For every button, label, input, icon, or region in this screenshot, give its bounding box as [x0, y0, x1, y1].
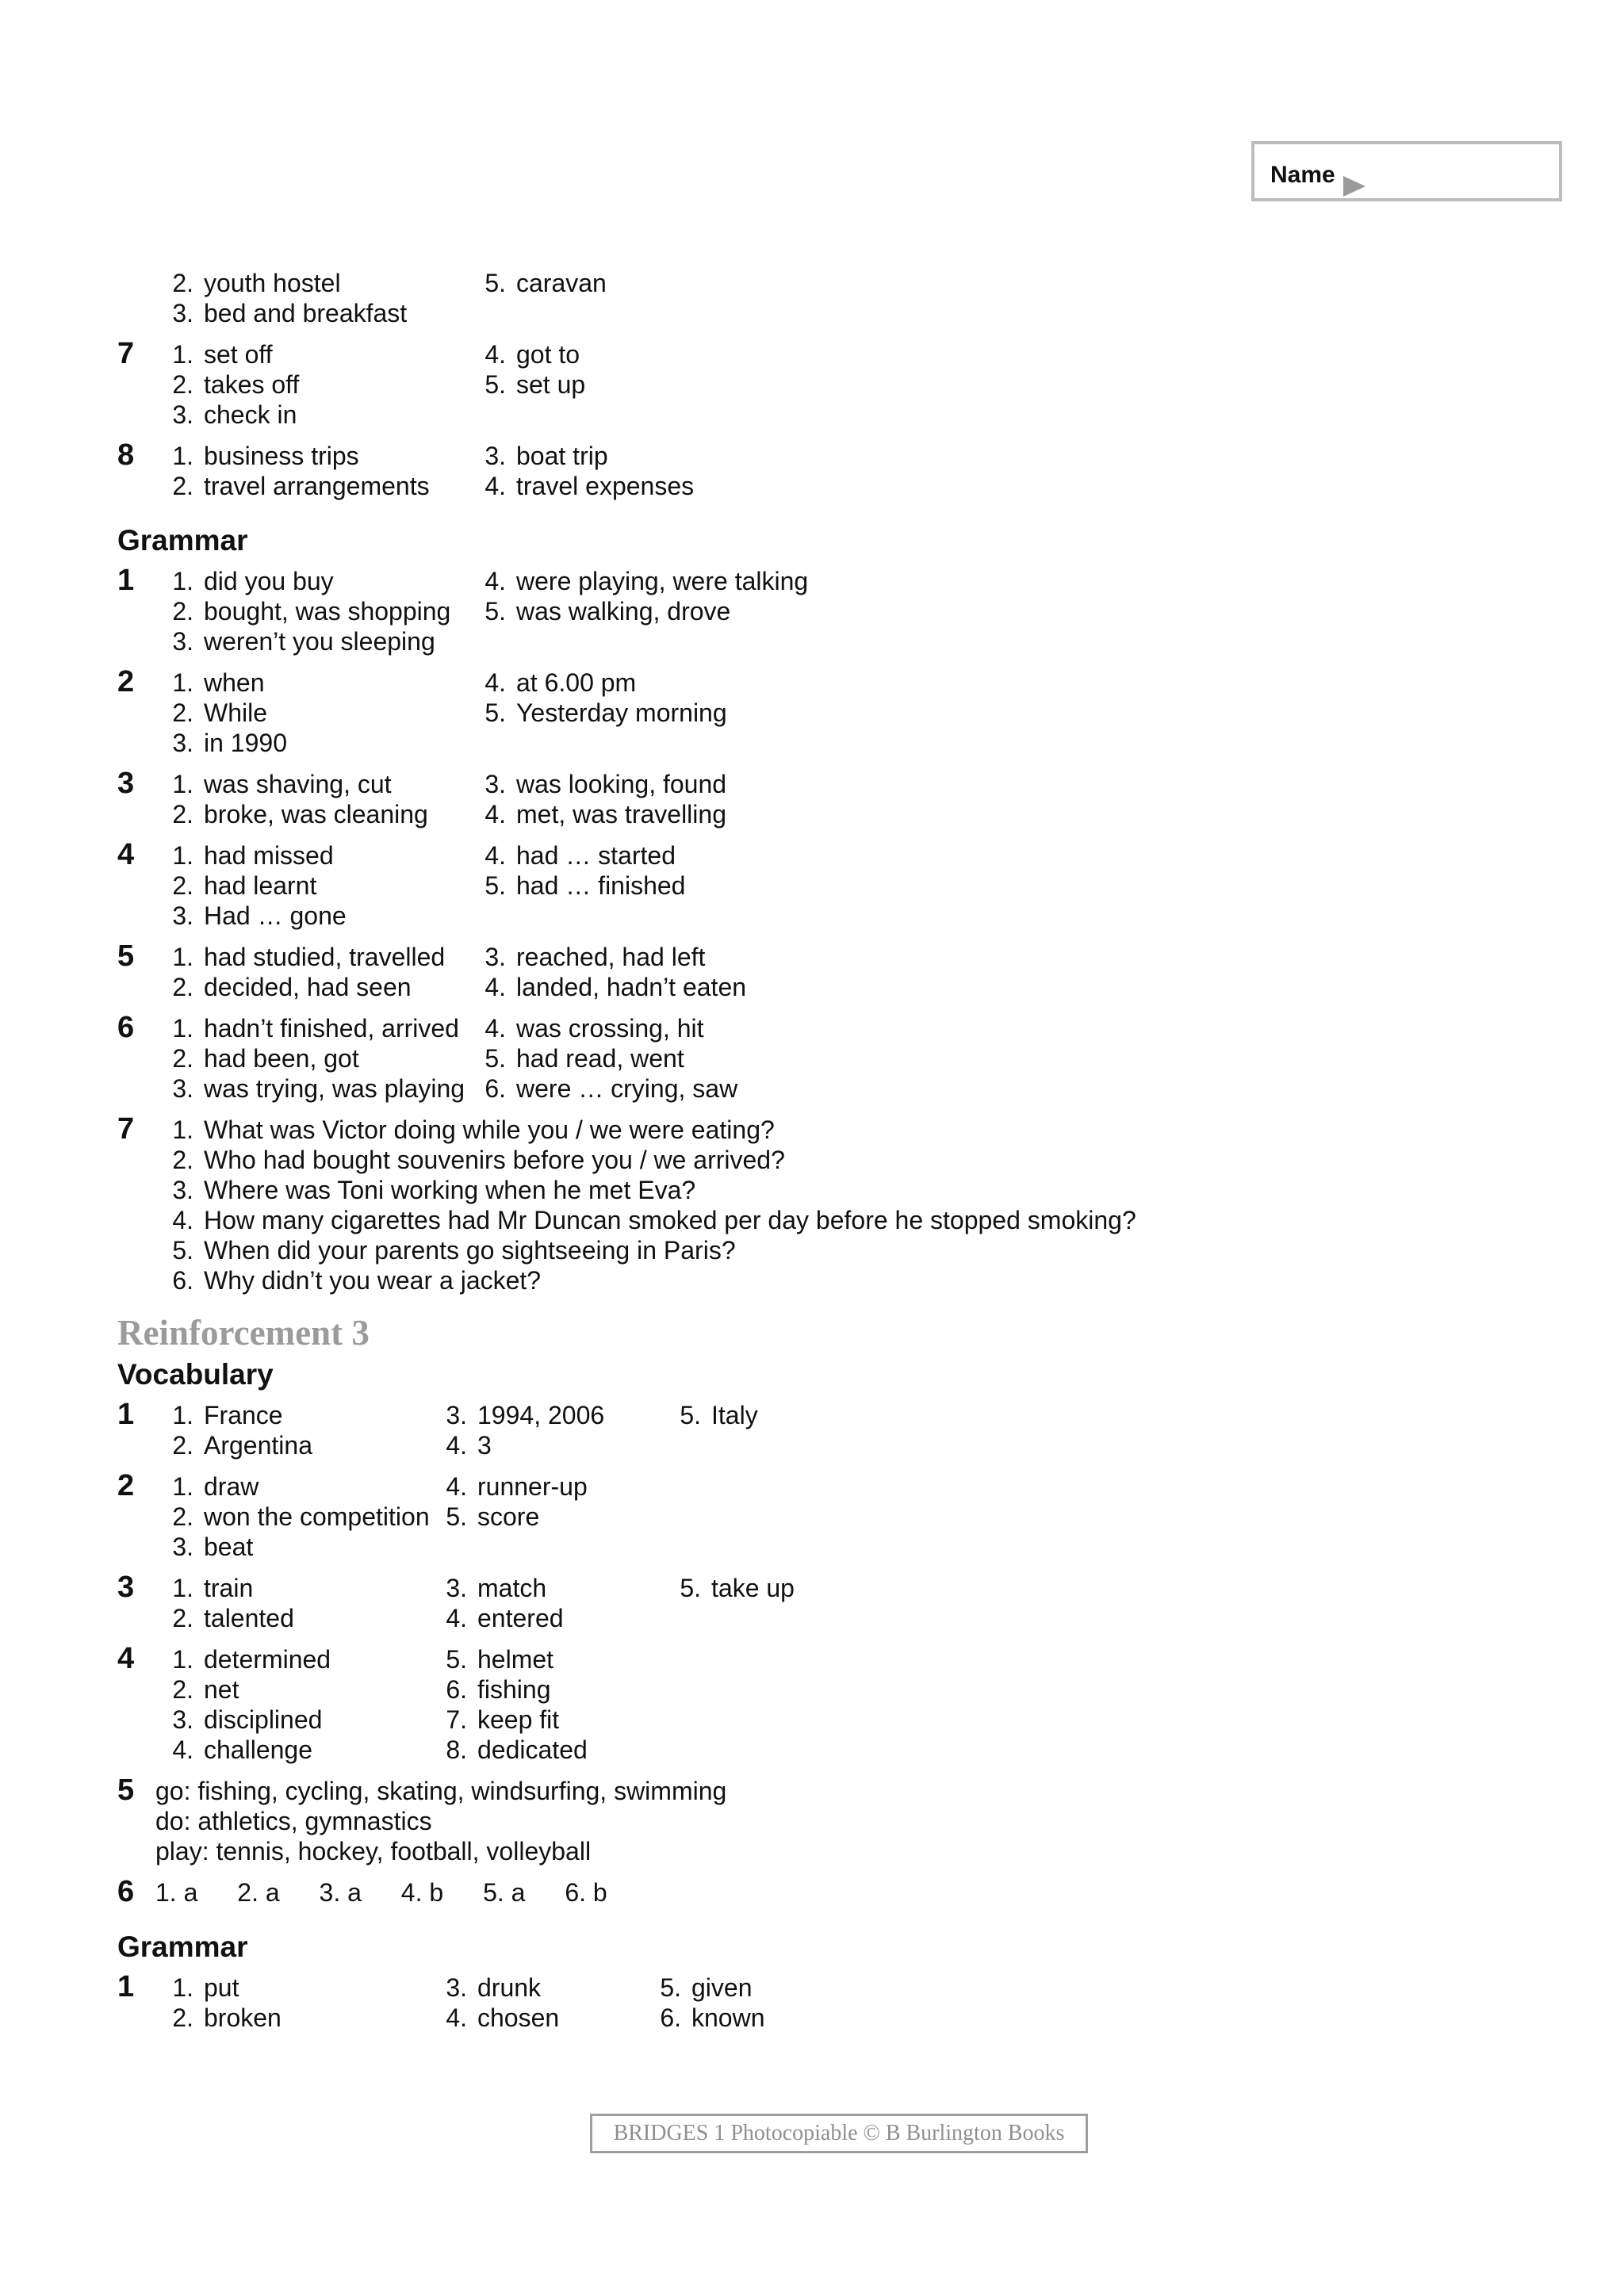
answer-item: 2. travel arrangements: [172, 472, 430, 500]
answer-item: 2. broke, was cleaning: [172, 800, 428, 828]
answer-grid: [155, 1400, 1545, 1460]
answer-item: 2. bought, was shopping: [172, 597, 451, 626]
answer-item: 3. check in: [172, 400, 297, 429]
answer-item: 2. decided, had seen: [172, 973, 412, 1001]
answer-item: 5. had read, went: [485, 1044, 684, 1073]
answer-item: 4. landed, hadn’t eaten: [485, 973, 747, 1001]
answer-item: 1. did you buy: [172, 567, 334, 595]
answer-item: 3. drunk: [446, 1973, 542, 2002]
arrow-right-icon: [1343, 176, 1365, 197]
answer-item: 5. helmet: [446, 1645, 554, 1674]
answer-item: 2. talented: [172, 1604, 294, 1632]
answer-grid: [155, 441, 1545, 501]
vocabulary-exercise-6: [117, 1877, 1545, 1908]
answer-item: 3. match: [446, 1574, 547, 1602]
answer-item: 1. had missed: [172, 841, 334, 870]
answer-grid: [155, 566, 1545, 656]
grammar-exercise-7: [117, 1112, 1545, 1295]
grammar-exercise-1: [117, 566, 1545, 656]
name-label: Name: [1270, 162, 1335, 188]
vocabulary-exercise-5: [117, 1776, 1545, 1866]
answer-item: 5. was walking, drove: [485, 597, 731, 626]
vocabulary-heading: Vocabulary: [117, 1358, 274, 1391]
answer-item: 2. won the competition: [172, 1502, 430, 1531]
answer-grid: [155, 1973, 1545, 2033]
answer-item: 3. bed and breakfast: [172, 299, 408, 327]
grammar-exercise-5: [117, 939, 1545, 1002]
vocabulary-exercise-1: [117, 1400, 1545, 1460]
answer-item: 4. met, was travelling: [485, 800, 726, 828]
exercise-number: 6: [117, 1011, 135, 1044]
answer-item: 2. had learnt: [172, 871, 317, 900]
answer-item: 5. take up: [680, 1574, 795, 1602]
answer-grid: [155, 840, 1545, 931]
vocabulary-exercise-4: [117, 1644, 1545, 1765]
answer-item: 6. b: [565, 1878, 607, 1907]
answer-item: 3. weren’t you sleeping: [172, 627, 435, 656]
answer-item: 1. draw: [172, 1472, 259, 1501]
answer-item: 8. dedicated: [446, 1735, 588, 1764]
answer-item: 2. had been, got: [172, 1044, 359, 1073]
answer-item: 2. While: [172, 698, 268, 727]
exercise-number: 5: [117, 939, 135, 973]
answer-grid: [155, 1471, 1545, 1562]
answer-item: 3. 1994, 2006: [446, 1401, 605, 1429]
vocab-exercise-7: [117, 339, 1545, 430]
answer-item: 3. was trying, was playing: [172, 1074, 465, 1103]
exercise-number: 4: [117, 1642, 135, 1675]
answer-item: 1. What was Victor doing while you / we were eating?: [172, 1115, 775, 1144]
answer-grid: [155, 769, 1545, 829]
exercise-number: 3: [117, 1571, 135, 1604]
name-field-box[interactable]: [1251, 141, 1562, 201]
exercise-number: 3: [117, 767, 135, 800]
answer-grid: [155, 1013, 1545, 1104]
answer-line: play: tennis, hockey, football, volleyball: [155, 1837, 592, 1866]
answer-grid: [155, 942, 1545, 1002]
grammar-r3-exercise-1: [117, 1970, 1545, 2033]
answer-item: 2. takes off: [172, 370, 300, 399]
answer-list: [155, 1115, 1545, 1295]
answer-grid: [155, 1573, 1545, 1633]
answer-line: go: fishing, cycling, skating, windsurfing, swimming: [155, 1777, 727, 1805]
answer-item: 2. youth hostel: [172, 269, 341, 297]
answer-item: 2. Who had bought souvenirs before you / we arrived?: [172, 1146, 785, 1174]
grammar-exercise-3: [117, 769, 1545, 829]
answer-item: 3. was looking, found: [485, 770, 727, 798]
exercise-number: 1: [117, 1970, 135, 2003]
answer-item: 3. disciplined: [172, 1705, 323, 1734]
answer-item: 4. challenge: [172, 1735, 312, 1764]
answer-item: 5. a: [483, 1878, 526, 1907]
answer-item: 5. set up: [485, 370, 586, 399]
answer-item: 6. Why didn’t you wear a jacket?: [172, 1266, 542, 1295]
exercise-number: 5: [117, 1774, 135, 1807]
answer-item: 3. reached, had left: [485, 943, 706, 971]
exercise-number: 8: [117, 438, 135, 472]
grammar-exercise-2: [117, 665, 1545, 758]
answer-item: 1. put: [172, 1973, 239, 2002]
answer-item: 5. score: [446, 1502, 540, 1531]
answer-item: 3. boat trip: [485, 442, 608, 470]
answer-item: 5. had … finished: [485, 871, 686, 900]
answer-item: 1. set off: [172, 340, 273, 369]
answer-item: 2. broken: [172, 2003, 282, 2032]
answer-item: 3. in 1990: [172, 729, 287, 757]
answer-item: 4. chosen: [446, 2003, 560, 2032]
answer-item: 1. a: [155, 1878, 198, 1907]
exercise-number: 7: [117, 1112, 135, 1146]
answer-item: 2. net: [172, 1675, 239, 1704]
answer-item: 4. runner-up: [446, 1472, 588, 1501]
answer-line: do: athletics, gymnastics: [155, 1807, 432, 1835]
grammar-heading: Grammar: [117, 524, 248, 557]
answer-item: 5. Yesterday morning: [485, 698, 727, 727]
exercise-number: 6: [117, 1875, 135, 1908]
answer-item: 7. keep fit: [446, 1705, 560, 1734]
answer-item: 4. 3: [446, 1431, 492, 1460]
answer-item: 1. was shaving, cut: [172, 770, 392, 798]
exercise-number: 2: [117, 665, 135, 698]
vocabulary-exercise-3: [117, 1573, 1545, 1633]
exercise-number: 2: [117, 1469, 135, 1502]
answer-grid: [155, 339, 1545, 430]
grammar-exercise-4: [117, 840, 1545, 931]
answer-lines: [155, 1776, 1545, 1866]
exercise-number: 7: [117, 337, 135, 370]
answer-item: 4. How many cigarettes had Mr Duncan smoked per day before he stopped smoking?: [172, 1206, 1136, 1234]
answer-item: 2. a: [237, 1878, 280, 1907]
answer-item: 6. were … crying, saw: [485, 1074, 738, 1103]
answer-item: 4. at 6.00 pm: [485, 668, 637, 697]
exercise-number: 4: [117, 838, 135, 871]
answer-item: 1. France: [172, 1401, 283, 1429]
answer-item: 5. Italy: [680, 1401, 758, 1429]
answer-item: 4. got to: [485, 340, 580, 369]
answer-item: 5. caravan: [485, 269, 607, 297]
answer-key-content: [117, 268, 1545, 2044]
answer-item: 4. were playing, were talking: [485, 567, 809, 595]
answer-item: 4. travel expenses: [485, 472, 695, 500]
answer-item: 4. b: [400, 1878, 444, 1907]
answer-grid: [155, 268, 1545, 328]
answer-item: 6. known: [660, 2003, 765, 2032]
answer-item: 4. had … started: [485, 841, 676, 870]
answer-item: 3. beat: [172, 1533, 254, 1561]
answer-item: 1. business trips: [172, 442, 359, 470]
answer-item: 1. when: [172, 668, 265, 697]
answer-item: 1. had studied, travelled: [172, 943, 446, 971]
answer-row: [155, 1877, 1545, 1908]
answer-item: 1. determined: [172, 1645, 331, 1674]
answer-item: 6. fishing: [446, 1675, 551, 1704]
answer-item: 3. Had … gone: [172, 901, 347, 930]
answer-item: 1. hadn’t finished, arrived: [172, 1014, 459, 1043]
exercise-continued: [117, 268, 1545, 328]
vocabulary-exercise-2: [117, 1471, 1545, 1562]
answer-item: 3. a: [319, 1878, 362, 1907]
answer-grid: [155, 668, 1545, 758]
answer-item: 4. entered: [446, 1604, 564, 1632]
vocab-exercise-8: [117, 438, 1545, 501]
exercise-number: 1: [117, 564, 135, 597]
grammar-heading-2: Grammar: [117, 1931, 248, 1963]
answer-item: 2. Argentina: [172, 1431, 312, 1460]
answer-item: 4. was crossing, hit: [485, 1014, 704, 1043]
answer-item: 3. Where was Toni working when he met Eva?: [172, 1176, 696, 1204]
exercise-number: 1: [117, 1398, 135, 1431]
grammar-exercise-6: [117, 1013, 1545, 1104]
answer-item: 1. train: [172, 1574, 254, 1602]
answer-item: 5. When did your parents go sightseeing in Paris?: [172, 1236, 736, 1265]
answer-item: 5. given: [660, 1973, 753, 2002]
footer-copyright: BRIDGES 1 Photocopiable © B Burlington Books: [590, 2114, 1088, 2153]
answer-grid: [155, 1644, 1545, 1765]
reinforcement-title: Reinforcement 3: [117, 1313, 370, 1353]
